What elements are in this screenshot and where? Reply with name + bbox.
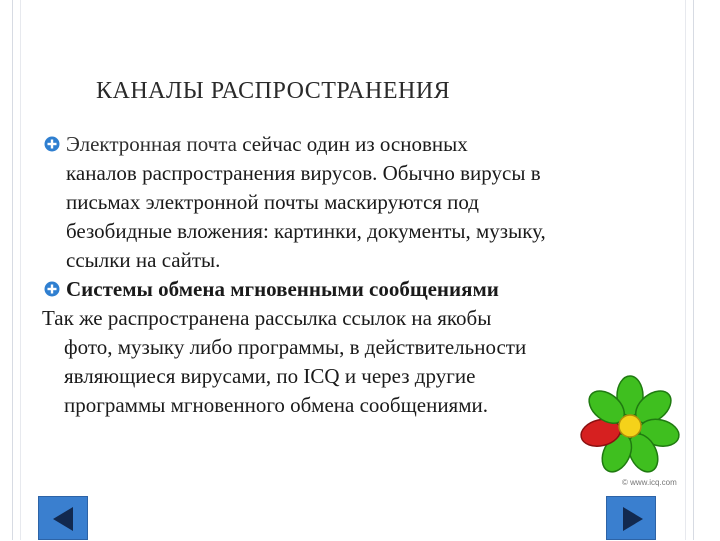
paragraph-line-1: Так же распространена рассылка ссылок на якобы — [42, 306, 492, 330]
slide-content — [44, 130, 644, 420]
icq-flower-logo — [574, 370, 690, 492]
bullet-email — [44, 130, 644, 275]
paragraph-icq — [44, 304, 644, 420]
paragraph-line-2: фото, музыку либо программы, в действительности — [64, 335, 527, 359]
next-arrow-icon — [607, 497, 657, 541]
plus-bullet-icon — [44, 136, 60, 152]
email-line-2: письмах электронной почты маскируются под — [66, 190, 479, 214]
next-slide-button[interactable] — [606, 496, 656, 540]
im-heading: Системы обмена мгновенными сообщениями — [66, 277, 499, 301]
prev-arrow-icon — [39, 497, 89, 541]
prev-slide-button[interactable] — [38, 496, 88, 540]
slide-title: КАНАЛЫ РАСПРОСТРАНЕНИЯ — [96, 78, 451, 104]
paragraph-line-3: являющиеся вирусами, по ICQ и через другие — [64, 364, 476, 388]
paragraph-line-4: программы мгновенного обмена сообщениями. — [64, 393, 488, 417]
email-lead-rest: сейчас один из основных — [242, 132, 468, 156]
plus-bullet-icon — [44, 281, 60, 297]
email-line-4: ссылки на сайты. — [66, 248, 221, 272]
bullet-im — [44, 275, 644, 304]
email-line-3: безобидные вложения: картинки, документы, музыку, — [66, 219, 546, 243]
logo-caption: © www.icq.com — [622, 478, 677, 487]
email-highlight: Электронная почта — [66, 132, 243, 156]
email-line-1: каналов распространения вирусов. Обычно вирусы в — [66, 161, 541, 185]
